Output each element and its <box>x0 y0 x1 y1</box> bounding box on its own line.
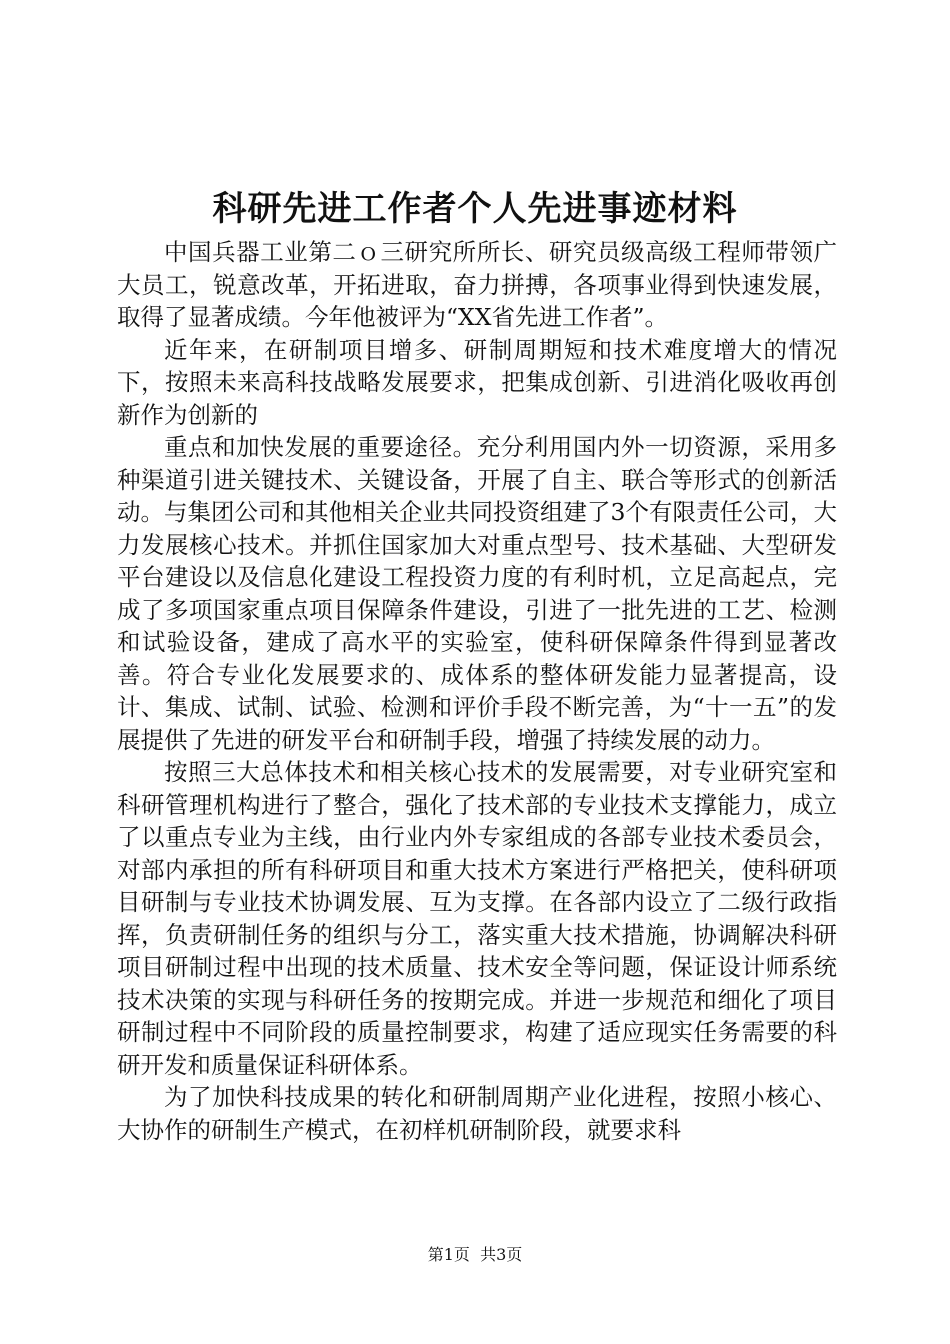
page-total: 共3页 <box>480 1245 523 1264</box>
paragraph: 中国兵器工业第二ｏ三研究所所长、研究员级高级工程师带领广大员工，锐意改革，开拓进取，奋力拼搏，各项事业得到快速发展，取得了显著成绩。今年他被评为“XX省先进工作者”。 <box>117 238 837 331</box>
page-footer <box>0 1244 950 1266</box>
paragraph: 重点和加快发展的重要途径。充分利用国内外一切资源，采用多种渠道引进关键技术、关键设备，开展了自主、联合等形式的创新活动。与集团公司和其他相关企业共同投资组建了3个有限责任公司，大力发展核心技术。并抓住国家加大对重点型号、技术基础、大型研发平台建设以及信息化建设工程投资力度的有利时机，立足高起点，完成了多项国家重点项目保障条件建设，引进了一批先进的工艺、检测和试验设备，建成了高水平的实验室，使科研保障条件得到显著改善。符合专业化发展要求的、成体系的整体研发能力显著提高，设计、集成、试制、试验、检测和评价手段不断完善，为“十一五”的发展提供了先进的研发平台和研制手段，增强了持续发展的动力。 <box>117 433 837 754</box>
page-number: 第1页 <box>427 1245 470 1264</box>
paragraph: 为了加快科技成果的转化和研制周期产业化进程，按照小核心、大协作的研制生产模式，在初样机研制阶段，就要求科 <box>117 1083 837 1144</box>
document-body <box>117 236 837 1146</box>
paragraph: 按照三大总体技术和相关核心技术的发展需要，对专业研究室和科研管理机构进行了整合，强化了技术部的专业技术支撑能力，成立了以重点专业为主线，由行业内外专家组成的各部专业技术委员会，对部内承担的所有科研项目和重大技术方案进行严格把关，使科研项目研制与专业技术协调发展、互为支撑。在各部内设立了二级行政指挥，负责研制任务的组织与分工，落实重大技术措施，协调解决科研项目研制过程中出现的技术质量、技术安全等问题，保证设计师系统技术决策的实现与科研任务的按期完成。并进一步规范和细化了项目研制过程中不同阶段的质量控制要求，构建了适应现实任务需要的科研开发和质量保证科研体系。 <box>117 758 837 1079</box>
document-title: 科研先进工作者个人先进事迹材料 <box>212 189 738 229</box>
paragraph: 近年来，在研制项目增多、研制周期短和技术难度增大的情况下，按照未来高科技战略发展要求，把集成创新、引进消化吸收再创新作为创新的 <box>117 335 837 429</box>
